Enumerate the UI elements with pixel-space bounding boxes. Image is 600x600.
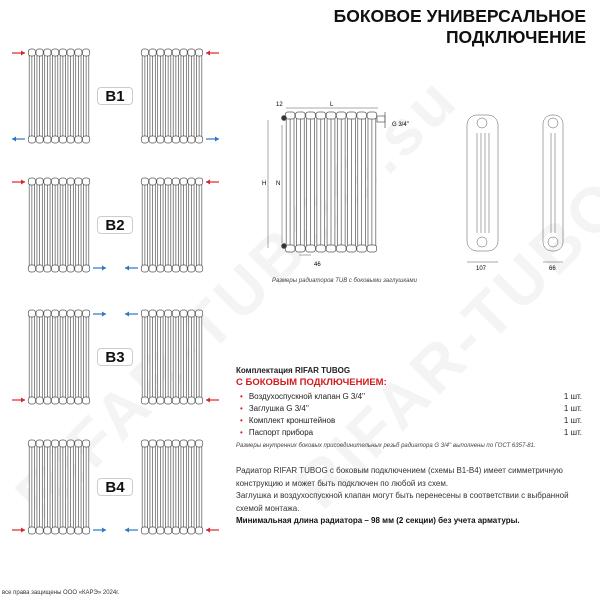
kit-item-qty: 1 шт.	[563, 428, 582, 437]
kit-item-name: Паспорт прибора	[248, 428, 314, 437]
description	[236, 465, 586, 528]
scheme-label: B2	[97, 216, 133, 234]
dim-N: N	[276, 181, 281, 187]
title-line-1: БОКОВОЕ УНИВЕРСАЛЬНОЕ	[333, 6, 586, 26]
title-line-2: ПОДКЛЮЧЕНИЕ	[445, 27, 586, 47]
bullet-icon: •	[240, 428, 243, 437]
scheme-label: B1	[97, 87, 133, 105]
kit-item-qty: 1 шт.	[563, 416, 582, 425]
dim-12: 12	[276, 102, 283, 108]
description-p1: Радиатор RIFAR TUBOG с боковым подключением (схемы B1-B4) имеет симметричную конструкцию и может быть подключен по любой из схем.	[236, 466, 563, 488]
dim-66: 66	[549, 266, 556, 272]
kit-item	[236, 415, 586, 427]
kit-item-name: Воздухоспускной клапан G 3/4''	[248, 392, 366, 401]
radiator-front-view	[282, 112, 386, 252]
kit-item-qty: 1 шт.	[563, 404, 582, 413]
dim-thread: G 3/4''	[392, 122, 409, 128]
plug-icon	[282, 116, 287, 121]
radiator-icon	[285, 112, 376, 252]
bullet-icon: •	[240, 416, 243, 425]
valve-fitting	[377, 112, 385, 128]
drawing-caption: Размеры радиаторов TUB с боковыми заглушками	[272, 278, 417, 284]
kit-heading: Комплектация RIFAR TUBOG	[236, 366, 351, 375]
kit-item	[236, 427, 586, 439]
kit-item-qty: 1 шт.	[563, 392, 582, 401]
dim-46: 46	[314, 262, 321, 268]
kit-item-name: Заглушка G 3/4''	[248, 404, 309, 413]
dim-L: L	[330, 102, 334, 108]
bullet-icon: •	[240, 404, 243, 413]
bullet-icon: •	[240, 392, 243, 401]
scheme-label: B3	[97, 348, 133, 366]
dim-107: 107	[476, 266, 487, 272]
side-view-3col	[467, 115, 498, 251]
plug-icon	[282, 244, 287, 249]
kit-item	[236, 403, 586, 415]
copyright-footer: все права защищены ООО «КАРЭ» 2024г.	[2, 590, 120, 596]
kit-item-name: Комплект кронштейнов	[248, 416, 336, 425]
kit-section	[236, 366, 586, 449]
kit-subheading: С БОКОВЫМ ПОДКЛЮЧЕНИЕМ:	[236, 377, 387, 388]
dim-H: H	[262, 181, 267, 187]
description-p3: Минимальная длина радиатора – 98 мм (2 секции) без учета арматуры.	[236, 516, 520, 525]
side-view-2col	[543, 115, 563, 251]
kit-item	[236, 391, 586, 403]
kit-note: Размеры внутренних боковых присоединительных резьб радиатора G 3/4'' выполнены по ГОСТ 6357-81.	[236, 443, 536, 449]
scheme-label: B4	[97, 478, 133, 496]
description-p2: Заглушка и воздухоспускной клапан могут быть перенесены в соответствии с выбранной схемой монтажа.	[236, 491, 569, 513]
